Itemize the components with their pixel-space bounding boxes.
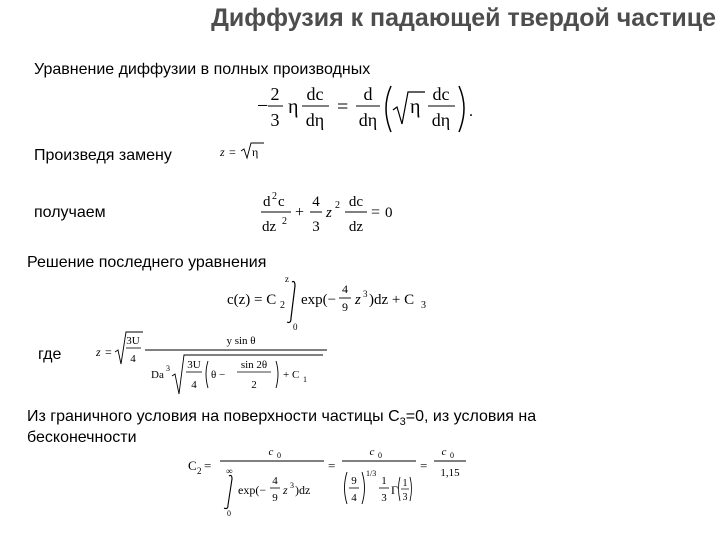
- svg-text:+ C: + C: [283, 369, 300, 381]
- svg-text:9: 9: [351, 475, 357, 487]
- svg-text:2: 2: [335, 200, 340, 211]
- slide-title: Диффузия к падающей твердой частице: [211, 4, 716, 32]
- svg-text:1: 1: [303, 375, 307, 384]
- text-boundary-part2: =0, из условия на: [405, 408, 537, 425]
- text-boundary-subscript: 3: [399, 416, 406, 429]
- svg-text:1,15: 1,15: [440, 467, 460, 479]
- svg-text:2: 2: [280, 300, 285, 311]
- svg-text:exp(−: exp(−: [301, 292, 337, 308]
- svg-text:0: 0: [227, 509, 231, 518]
- svg-text:2: 2: [272, 191, 277, 202]
- svg-text:d: d: [363, 84, 373, 104]
- svg-text:4: 4: [312, 194, 320, 210]
- svg-text:dη: dη: [358, 110, 378, 130]
- svg-text:dz: dz: [262, 219, 277, 235]
- svg-text:dη: dη: [305, 110, 325, 130]
- svg-text:dη: dη: [431, 110, 451, 130]
- svg-text:0: 0: [385, 205, 393, 221]
- text-diffusion-equation-label: Уравнение диффузии в полных производных: [34, 61, 371, 78]
- svg-text:C: C: [188, 458, 197, 473]
- svg-text:c(z) = C: c(z) = C: [227, 292, 277, 308]
- svg-text:c: c: [441, 446, 447, 458]
- svg-text:z: z: [326, 205, 332, 221]
- svg-text:9: 9: [342, 300, 348, 314]
- svg-text:Da: Da: [151, 369, 164, 381]
- svg-text:)dz + C: )dz + C: [369, 292, 415, 308]
- svg-text:c: c: [268, 446, 274, 458]
- svg-text:−: −: [257, 95, 269, 117]
- svg-text:η: η: [288, 96, 299, 118]
- equation-diffusion: [255, 80, 485, 140]
- svg-text:dc: dc: [432, 84, 450, 104]
- svg-text:=: =: [328, 458, 336, 473]
- svg-text:d: d: [263, 194, 271, 210]
- equation-c2-constant: [186, 444, 476, 516]
- text-where-label: где: [38, 346, 62, 363]
- equation-substitution: [218, 140, 278, 162]
- svg-text:η: η: [410, 96, 421, 118]
- svg-text:=: =: [229, 145, 236, 159]
- svg-text:9: 9: [272, 492, 278, 504]
- text-infinity-label: бесконечности: [27, 429, 137, 446]
- svg-text:dz: dz: [348, 219, 364, 235]
- svg-text:0: 0: [378, 451, 382, 460]
- equation-z-definition: [95, 330, 335, 400]
- svg-text:z: z: [96, 345, 101, 359]
- svg-text:3: 3: [270, 110, 280, 130]
- svg-text:η: η: [252, 145, 259, 159]
- svg-text:Γ: Γ: [391, 483, 398, 497]
- svg-text:)dz: )dz: [295, 483, 311, 497]
- svg-text:3: 3: [381, 492, 387, 504]
- svg-text:z: z: [220, 145, 225, 159]
- svg-text:3U: 3U: [126, 335, 140, 347]
- svg-text:θ −: θ −: [211, 369, 226, 381]
- svg-text:.: .: [469, 103, 473, 120]
- svg-text:c: c: [369, 446, 375, 458]
- svg-text:=: =: [337, 96, 349, 118]
- svg-text:2: 2: [197, 466, 202, 476]
- svg-text:4: 4: [191, 379, 197, 391]
- svg-text:1: 1: [381, 475, 387, 487]
- svg-text:4: 4: [272, 475, 278, 487]
- text-obtain-label: получаем: [34, 204, 106, 221]
- svg-text:4: 4: [351, 492, 357, 504]
- svg-text:+: +: [295, 204, 305, 221]
- svg-text:=: =: [371, 204, 381, 221]
- svg-text:0: 0: [277, 451, 281, 460]
- svg-text:1: 1: [402, 478, 408, 489]
- svg-text:z: z: [355, 292, 361, 308]
- svg-text:∞: ∞: [226, 466, 233, 476]
- svg-text:z: z: [285, 274, 289, 284]
- svg-text:2: 2: [270, 84, 280, 104]
- svg-text:3: 3: [290, 481, 294, 490]
- svg-text:dc: dc: [348, 194, 364, 210]
- svg-text:c: c: [278, 194, 285, 210]
- equation-transformed: [260, 190, 410, 240]
- svg-text:=: =: [420, 458, 428, 473]
- svg-text:exp(−: exp(−: [238, 483, 267, 497]
- svg-text:2: 2: [282, 216, 287, 227]
- text-substitution-label: Произведя замену: [34, 147, 172, 164]
- text-boundary-part1: Из граничного условия на поверхности частицы С: [27, 408, 400, 425]
- svg-text:1/3: 1/3: [366, 469, 377, 478]
- svg-text:sin 2θ: sin 2θ: [240, 359, 268, 371]
- svg-text:4: 4: [130, 353, 136, 365]
- svg-text:y sin θ: y sin θ: [226, 335, 256, 347]
- svg-text:z: z: [283, 483, 288, 497]
- svg-text:3: 3: [421, 300, 426, 311]
- svg-text:2: 2: [251, 379, 257, 391]
- svg-text:=: =: [204, 458, 212, 473]
- svg-text:3U: 3U: [187, 359, 201, 371]
- svg-text:0: 0: [450, 451, 454, 460]
- svg-text:3: 3: [312, 219, 320, 235]
- text-solution-label: Решение последнего уравнения: [27, 254, 267, 271]
- equation-solution: [225, 274, 440, 330]
- svg-text:3: 3: [166, 364, 170, 373]
- svg-text:3: 3: [402, 492, 408, 503]
- svg-text:4: 4: [342, 282, 348, 296]
- svg-text:3: 3: [363, 289, 368, 299]
- svg-text:dc: dc: [306, 84, 324, 104]
- svg-text:=: =: [105, 345, 112, 359]
- svg-text:0: 0: [293, 322, 298, 332]
